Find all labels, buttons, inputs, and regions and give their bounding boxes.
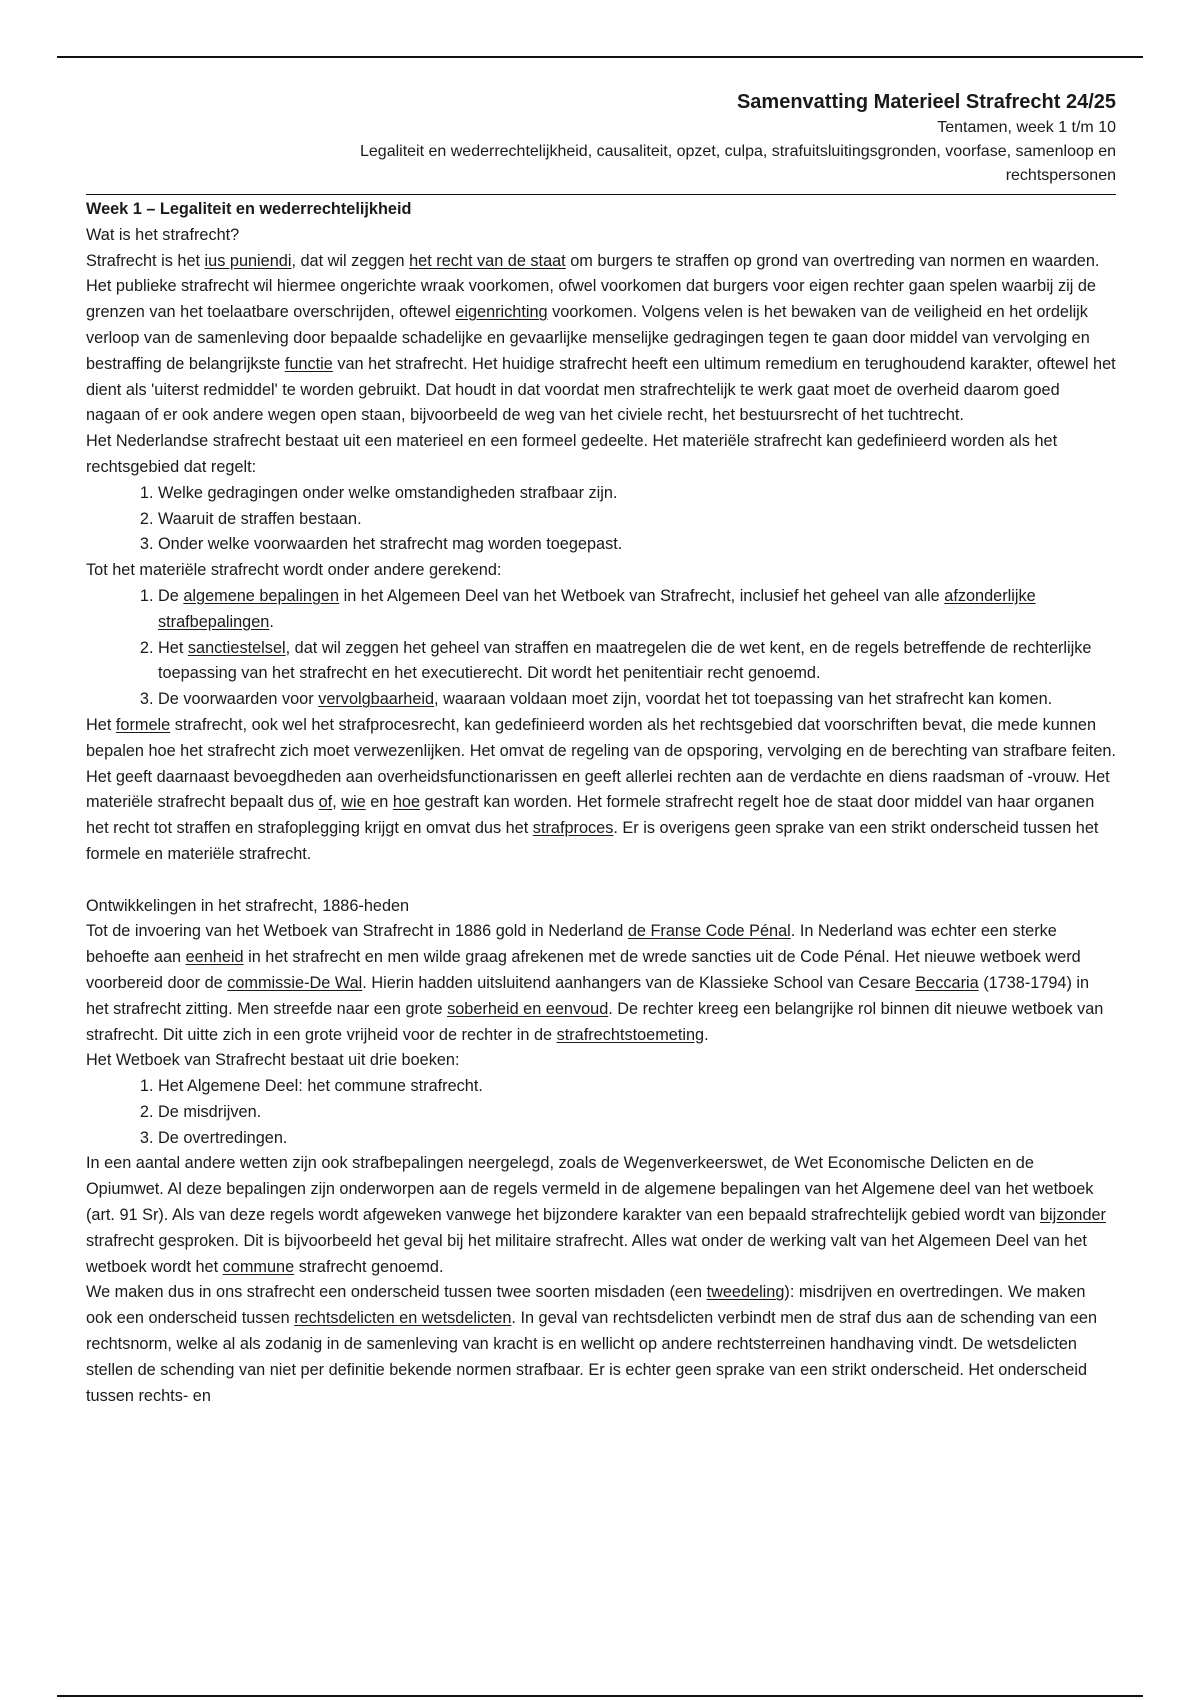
bottom-rule	[57, 1695, 1143, 1697]
header-rule	[86, 194, 1116, 195]
list-item: 2. De misdrijven.	[158, 1100, 1116, 1126]
underlined-term: bijzonder	[1039, 1206, 1106, 1225]
text: . Hierin hadden uitsluitend aanhangers van de Klassieke School van Cesare	[362, 973, 916, 992]
text: ): misdrijven en overtredingen. We maken ook een onderscheid tussen	[86, 1283, 1086, 1328]
list-item: 1. Het Algemene Deel: het commune strafrecht.	[158, 1074, 1116, 1100]
underlined-term: soberheid en eenvoud	[447, 999, 609, 1018]
text: om burgers te straffen op grond van overtreding van normen en waarden. Het publieke strafrecht wil hiermee ongerichte wraak voorkomen, ofwel voorkomen dat burgers voor eigen rechter gaan spelen waarbij zij de grenzen van het toelaatbare overschrijden, oftewel	[86, 251, 1100, 322]
text: en	[365, 793, 393, 812]
text: gestraft kan worden. Het formele strafrecht regelt hoe de staat door middel van haar organen het recht tot straffen en strafoplegging krijgt en omvat dus het	[86, 793, 1095, 838]
text: Het	[158, 638, 188, 657]
underlined-term: tweedeling	[706, 1283, 785, 1302]
text: (1738-1794) in het strafrecht zitting. Men streefde naar een grote	[86, 973, 1090, 1018]
text: .	[704, 1025, 709, 1044]
text: voorkomen. Volgens velen is het bewaken van de veiligheid en het ordelijk verloop van de samenleving door bepaalde schadelijke en gevaarlijke menselijke gedragingen tegen te gaan door middel van vervolging en bestraffing de belangrijkste	[86, 303, 1090, 373]
text: . In Nederland was echter een sterke behoefte aan	[86, 922, 1057, 967]
paragraph-5	[86, 919, 1116, 1048]
underlined-term: commissie-De Wal	[227, 973, 363, 992]
list-item: 2. Waaruit de straffen bestaan.	[158, 507, 1116, 533]
document-topics-line1: Legaliteit en wederrechtelijkheid, causaliteit, opzet, culpa, strafuitsluitingsgronden, voorfase, samenloop en	[360, 143, 1116, 160]
underlined-term: of	[318, 793, 333, 812]
numbered-list-2	[86, 584, 1116, 713]
list-item	[158, 584, 1116, 636]
text: van het strafrecht. Het huidige strafrecht heeft een ultimum remedium en terughoudend karakter, oftewel het dient als 'uiterst redmiddel' te worden gebruikt. Dat houdt in dat voordat men strafrechtelijk te werk gaat moet de overheid daarom goed nagaan of er ook andere wegen open staan, bijvoorbeeld de weg van het civiele recht, het bestuursrecht of het tuchtrecht.	[86, 354, 1116, 425]
text: .	[269, 612, 274, 631]
text: , waaraan voldaan moet zijn, voordat het tot toepassing van het strafrecht kan komen.	[434, 690, 1053, 709]
text: in het strafrecht en men wilde graag afrekenen met de wrede sancties uit de Code Pénal. Het nieuwe wetboek werd voorbereid door de	[86, 948, 1081, 992]
underlined-term: sanctiestelsel	[187, 638, 286, 657]
underlined-term: eigenrichting	[455, 303, 548, 322]
paragraph-7	[86, 1151, 1116, 1280]
paragraph-2: Het Nederlandse strafrecht bestaat uit een materieel en een formeel gedeelte. Het materiële strafrecht kan gedefinieerd worden als het rechtsgebied dat regelt:	[86, 432, 1058, 476]
document-body	[86, 197, 1116, 1409]
paragraph-3: Tot het materiële strafrecht wordt onder andere gerekend:	[86, 561, 502, 580]
numbered-list-3	[86, 1074, 1116, 1151]
underlined-term: strafrechtstoemeting	[556, 1025, 705, 1044]
text: Strafrecht is het	[86, 251, 205, 270]
blank-line	[86, 868, 1116, 894]
underlined-term: het recht van de staat	[409, 251, 566, 270]
text: strafrecht gesproken. Dit is bijvoorbeeld het geval bij het militaire strafrecht. Alles wat onder de werking valt van het Algemeen Deel van het wetboek wordt het	[86, 1231, 1087, 1276]
paragraph-1	[86, 249, 1116, 430]
underlined-term: eenheid	[185, 948, 244, 967]
list-item	[158, 636, 1116, 688]
document-subtitle: Tentamen, week 1 t/m 10	[937, 119, 1116, 136]
text: De voorwaarden voor	[158, 690, 319, 709]
week-heading: Week 1 – Legaliteit en wederrechtelijkheid	[86, 200, 412, 218]
list-item	[158, 687, 1116, 713]
underlined-term: ius puniendi	[204, 251, 292, 270]
underlined-term: vervolgbaarheid	[318, 690, 435, 709]
text: De	[158, 586, 184, 605]
document-topics-line2: rechtspersonen	[1005, 167, 1116, 184]
paragraph-6: Het Wetboek van Strafrecht bestaat uit drie boeken:	[86, 1051, 460, 1070]
numbered-list-1	[86, 481, 1116, 558]
text: , dat wil zeggen	[291, 251, 410, 270]
underlined-term: commune	[222, 1257, 295, 1276]
underlined-term: Beccaria	[915, 973, 979, 992]
top-rule	[57, 56, 1143, 58]
paragraph-8	[86, 1280, 1116, 1409]
text: strafrecht, ook wel het strafprocesrecht, kan gedefinieerd worden als het rechtsgebied dat voorschriften bevat, die mede kunnen bepalen hoe het strafrecht zich moet verwezenlijken. Het omvat de regeling van de opsporing, vervolging en de berechting van strafbare feiten. Het geeft daarnaast bevoegdheden aan overheidsfunctionarissen en geeft allerlei rechten aan de verdachte en diens raadsman of -vrouw. Het materiële strafrecht bepaalt dus	[86, 715, 1116, 812]
text: . De rechter kreeg een belangrijke rol binnen dit nieuwe wetboek van strafrecht. Dit uitte zich in een grote vrijheid voor de rechter in de	[86, 999, 1104, 1044]
underlined-term: de Franse Code Pénal	[627, 922, 791, 941]
underlined-term: algemene bepalingen	[183, 586, 340, 605]
underlined-term: afzonderlijke strafbepalingen	[158, 586, 1036, 631]
list-item: 3. De overtredingen.	[158, 1126, 1116, 1152]
text: . In geval van rechtsdelicten verbindt men de straf dus aan de schending van een rechtsnorm, welke al als zodanig in de samenleving van kracht is en wellicht op andere rechtsterreinen handhaving vindt. De wetsdelicten stellen de schending van niet per definitie bekende normen strafbaar. Er is echter geen sprake van een strikt onderscheid. Het onderscheid tussen rechts- en	[86, 1309, 1097, 1405]
text: . Er is overigens geen sprake van een strikt onderscheid tussen het formele en materiële strafrecht.	[86, 819, 1099, 863]
underlined-term: hoe	[392, 793, 421, 812]
text: Tot de invoering van het Wetboek van Strafrecht in 1886 gold in Nederland	[86, 922, 628, 941]
text: ,	[332, 793, 342, 812]
document-title: Samenvatting Materieel Strafrecht 24/25	[736, 91, 1116, 113]
section-heading-what-is-strafrecht: Wat is het strafrecht?	[86, 225, 240, 244]
underlined-term: functie	[284, 354, 333, 373]
text: We maken dus in ons strafrecht een onderscheid tussen twee soorten misdaden (een	[86, 1283, 707, 1302]
underlined-term: rechtsdelicten en wetsdelicten	[294, 1309, 512, 1328]
list-item: 3. Onder welke voorwaarden het strafrecht mag worden toegepast.	[158, 532, 1116, 558]
underlined-term: formele	[115, 715, 171, 734]
text: in het Algemeen Deel van het Wetboek van Strafrecht, inclusief het geheel van alle	[339, 586, 945, 605]
section-heading-developments: Ontwikkelingen in het strafrecht, 1886-heden	[86, 896, 410, 915]
list-item: 1. Welke gedragingen onder welke omstandigheden strafbaar zijn.	[158, 481, 1116, 507]
text: , dat wil zeggen het geheel van straffen en maatregelen die de wet kent, en de regels betreffende de rechterlijke toepassing van het strafrecht en het executierecht. Dit wordt het penitentiair recht genoemd.	[158, 638, 1092, 683]
text: Het	[86, 715, 116, 734]
underlined-term: wie	[341, 793, 366, 812]
document-header	[190, 88, 1116, 188]
paragraph-4	[86, 713, 1116, 868]
underlined-term: strafproces	[532, 819, 614, 838]
text: strafrecht genoemd.	[294, 1257, 444, 1276]
text: In een aantal andere wetten zijn ook strafbepalingen neergelegd, zoals de Wegenverkeerswet, de Wet Economische Delicten en de Opiumwet. Al deze bepalingen zijn onderworpen aan de regels vermeld in de algemene bepalingen van het Algemene deel van het wetboek (art. 91 Sr). Als van deze regels wordt afgeweken vanwege het bijzondere karakter van een bepaald strafrechtelijk gebied wordt van	[86, 1154, 1094, 1225]
